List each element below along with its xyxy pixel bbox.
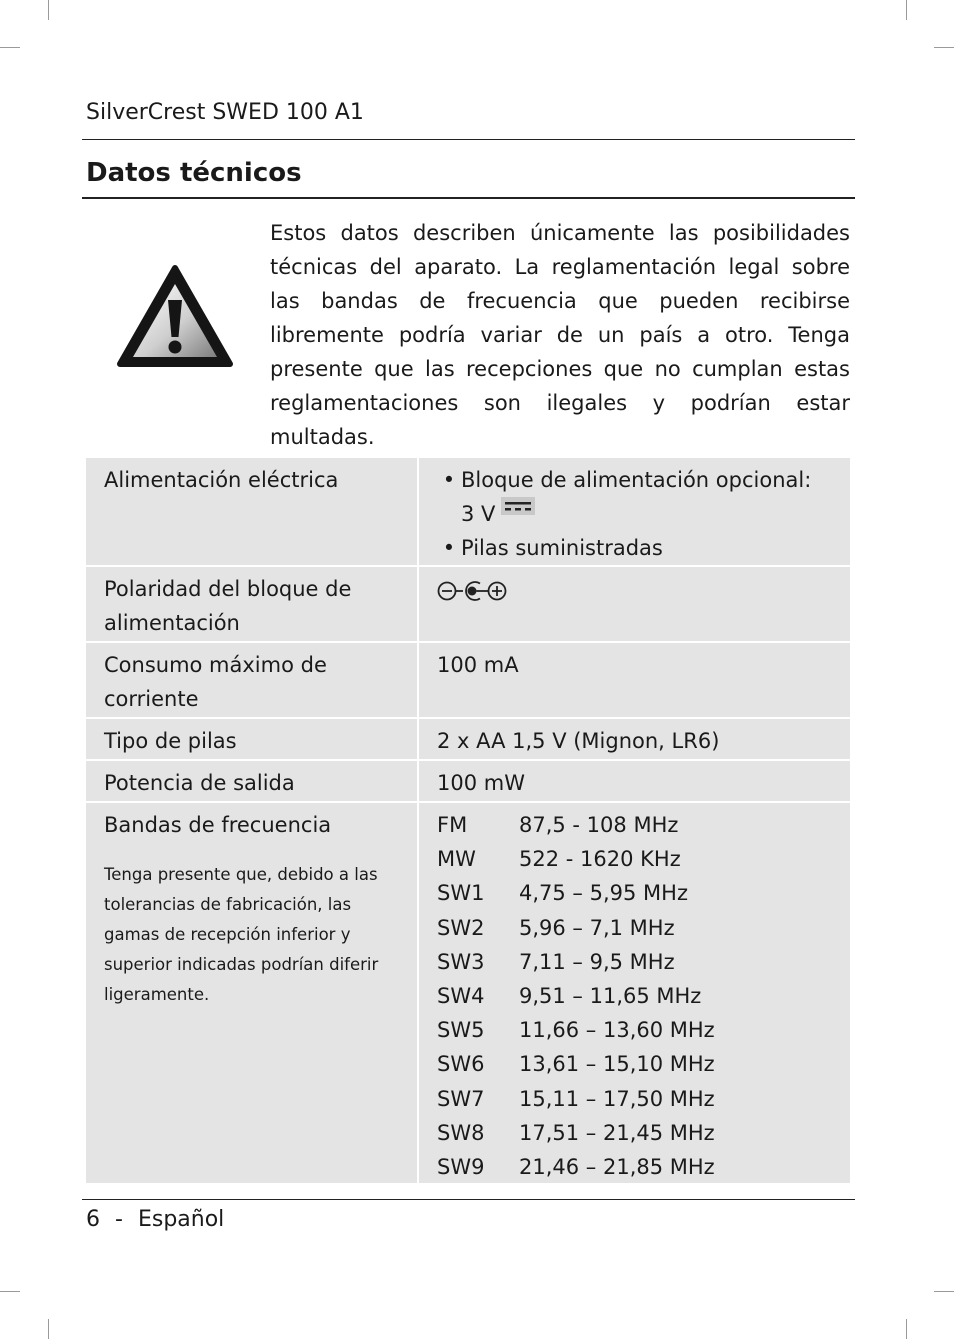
spec-label: Alimentación eléctrica	[86, 458, 419, 565]
spec-label: Tipo de pilas	[86, 719, 419, 759]
dc-voltage-icon	[501, 497, 535, 515]
crop-mark	[906, 1319, 907, 1339]
band-row	[437, 842, 836, 876]
frequency-band-list	[419, 803, 850, 1183]
band-row	[437, 1150, 836, 1184]
band-name: SW9	[437, 1155, 485, 1180]
band-range: 4,75 – 5,95 MHz	[519, 881, 688, 906]
crop-mark	[48, 0, 49, 20]
warning-triangle-icon	[116, 264, 234, 368]
band-name: FM	[437, 813, 468, 837]
band-row	[437, 876, 836, 910]
tolerance-note: Tenga presente que, debido a las tolerancias de fabricación, las gamas de recepción inferior y superior indicadas podrían diferir ligeramente.	[104, 865, 379, 1004]
crop-mark	[0, 47, 20, 48]
spec-label: Polaridad del bloque de alimentación	[86, 567, 419, 641]
footer-rule	[82, 1199, 855, 1200]
band-name: SW4	[437, 984, 485, 1009]
band-range: 11,66 – 13,60 MHz	[519, 1018, 715, 1043]
band-range: 5,96 – 7,1 MHz	[519, 915, 675, 940]
band-row	[437, 808, 836, 842]
bullet-text: Pilas suministradas	[461, 536, 663, 560]
section-title: Datos técnicos	[86, 158, 302, 188]
list-item	[437, 463, 836, 497]
band-row	[437, 1013, 836, 1047]
band-name: SW1	[437, 881, 485, 906]
crop-mark	[934, 47, 954, 48]
band-name: SW8	[437, 1120, 485, 1145]
bullet-icon: •	[442, 468, 456, 492]
spec-table	[86, 458, 850, 1183]
spec-label: Bandas de frecuencia	[104, 813, 332, 837]
header-rule	[82, 139, 855, 140]
spec-row-current	[86, 643, 850, 719]
band-row	[437, 1047, 836, 1081]
polarity-symbol-icon	[437, 578, 507, 604]
band-name: SW5	[437, 1018, 485, 1043]
spec-label-cell	[86, 803, 419, 1183]
band-range: 17,51 – 21,45 MHz	[519, 1120, 715, 1145]
band-name: SW6	[437, 1052, 485, 1077]
title-rule	[82, 197, 855, 199]
spec-row-batteries	[86, 719, 850, 761]
band-range: 7,11 – 9,5 MHz	[519, 949, 675, 974]
spec-value: 100 mW	[437, 771, 525, 795]
list-item	[437, 497, 836, 531]
band-name: MW	[437, 847, 476, 872]
spec-value: 100 mA	[437, 653, 519, 677]
band-row	[437, 911, 836, 945]
crop-mark	[934, 1291, 954, 1292]
crop-mark	[906, 0, 907, 20]
spec-row-power	[86, 458, 850, 567]
spec-label: Potencia de salida	[86, 761, 419, 801]
bullet-icon: •	[442, 536, 456, 560]
band-range: 522 - 1620 KHz	[519, 847, 681, 872]
page-footer	[86, 1207, 224, 1232]
spec-label: Consumo máximo de corriente	[86, 643, 419, 717]
warning-text: Estos datos describen únicamente las posibilidades técnicas del aparato. La reglamentación legal sobre las bandas de frecuencia que pueden recibirse libremente podría variar de un país a otro. Tenga presente que las recepciones que no cumplan estas reglamentaciones son ilegales y podrían estar multadas.	[270, 221, 850, 449]
band-range: 13,61 – 15,10 MHz	[519, 1052, 715, 1077]
spec-row-output	[86, 761, 850, 803]
spec-row-bands	[86, 803, 850, 1183]
crop-mark	[0, 1291, 20, 1292]
footer-language: Español	[137, 1207, 225, 1232]
band-row	[437, 979, 836, 1013]
band-row	[437, 945, 836, 979]
spec-row-polarity	[86, 567, 850, 643]
spec-value	[419, 458, 850, 565]
page-header: SilverCrest SWED 100 A1	[86, 100, 364, 125]
crop-mark	[48, 1319, 49, 1339]
bullet-text: Bloque de alimentación opcional:	[461, 468, 812, 492]
page-number: 6	[86, 1207, 100, 1232]
voltage-text: 3 V	[461, 502, 496, 526]
band-range: 21,46 – 21,85 MHz	[519, 1155, 715, 1180]
band-range: 9,51 – 11,65 MHz	[519, 984, 702, 1009]
spec-value	[419, 567, 850, 641]
band-range: 15,11 – 17,50 MHz	[519, 1086, 715, 1111]
band-name: SW7	[437, 1086, 485, 1111]
list-item	[437, 531, 836, 565]
band-range: 87,5 - 108 MHz	[519, 813, 679, 837]
band-row	[437, 1082, 836, 1116]
band-name: SW2	[437, 915, 485, 940]
footer-separator: -	[115, 1207, 123, 1232]
band-name: SW3	[437, 949, 485, 974]
spec-value: 2 x AA 1,5 V (Mignon, LR6)	[437, 729, 720, 753]
band-row	[437, 1116, 836, 1150]
